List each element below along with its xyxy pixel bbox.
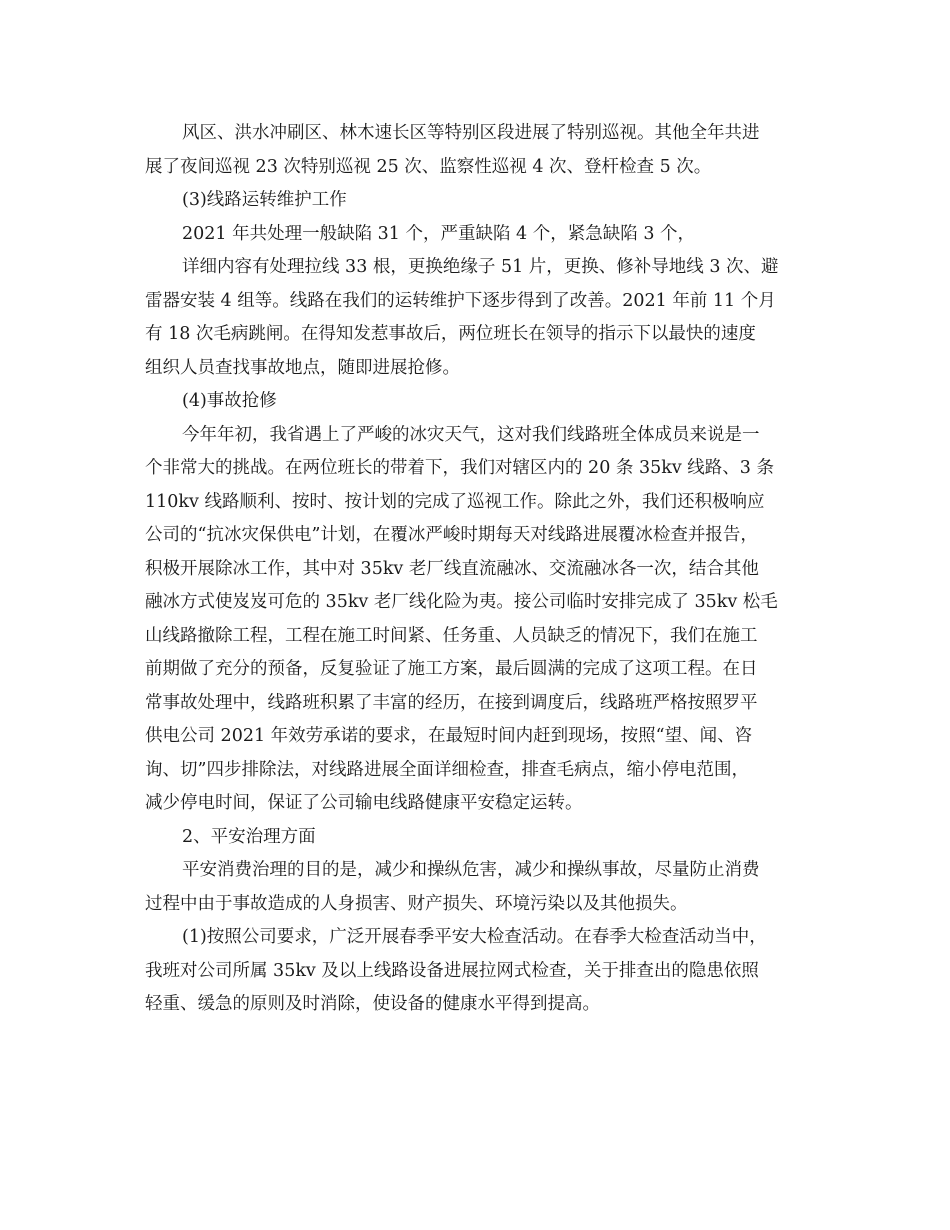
text-line: 详细内容有处理拉线 33 根，更换绝缘子 51 片，更换、修补导地线 3 次、避 bbox=[182, 257, 779, 277]
paragraph bbox=[145, 251, 805, 385]
text-line: 风区、洪水冲刷区、林木速长区等特别区段进展了特别巡视。其他全年共进 bbox=[182, 123, 760, 143]
text-line: 过程中由于事故造成的人身损害、财产损失、环境污染以及其他损失。 bbox=[145, 893, 688, 914]
paragraph bbox=[145, 854, 805, 921]
text-line: 减少停电时间，保证了公司输电线路健康平安稳定运转。 bbox=[145, 793, 583, 813]
text-line: 雷器安装 4 组等。线路在我们的运转维护下逐步得到了改善。2021 年前 11 个月 bbox=[145, 290, 776, 311]
text-line: 前期做了充分的预备，反复验证了施工方案，最后圆满的完成了这项工程。在日 bbox=[145, 659, 758, 679]
text-line: (3)线路运转维护工作 bbox=[182, 190, 347, 210]
text-line: 山线路撤除工程，工程在施工时间紧、任务重、人员缺乏的情况下，我们在施工 bbox=[145, 625, 758, 646]
text-line: 今年年初，我省遇上了严峻的冰灾天气，这对我们线路班全体成员来说是一 bbox=[182, 424, 760, 445]
text-line: (4)事故抢修 bbox=[182, 391, 277, 411]
text-line: 组织人员查找事故地点，随即进展抢修。 bbox=[145, 357, 460, 378]
text-line: (1)按照公司要求，广泛开展春季平安大检查活动。在春季大检查活动当中， bbox=[182, 927, 767, 947]
text-line: 2021 年共处理一般缺陷 31 个，严重缺陷 4 个，紧急缺陷 3 个， bbox=[182, 223, 696, 244]
text-line: 积极开展除冰工作，其中对 35kv 老厂线直流融冰、交流融冰各一次，结合其他 bbox=[145, 558, 759, 579]
text-line: 询、切”四步排除法，对线路进展全面详细检查，排查毛病点，缩小停电范围， bbox=[145, 759, 749, 780]
text-line: 110kv 线路顺利、按时、按计划的完成了巡视工作。除此之外，我们还积极响应 bbox=[145, 491, 765, 512]
document-body bbox=[145, 117, 805, 1022]
text-line: 常事故处理中，线路班积累了丰富的经历，在接到调度后，线路班严格按照罗平 bbox=[145, 692, 758, 713]
paragraph bbox=[145, 419, 805, 821]
section-heading bbox=[145, 821, 805, 855]
section-heading bbox=[145, 184, 805, 218]
text-line: 有 18 次毛病跳闸。在得知发惹事故后，两位班长在领导的指示下以最快的速度 bbox=[145, 324, 756, 344]
section-heading bbox=[145, 385, 805, 419]
text-line: 公司的“抗冰灾保供电”计划，在覆冰严峻时期每天对线路进展覆冰检查并报告， bbox=[145, 525, 758, 545]
text-line: 平安消费治理的目的是，减少和操纵危害，减少和操纵事故，尽量防止消费 bbox=[182, 860, 760, 880]
text-line: 供电公司 2021 年效劳承诺的要求，在最短时间内赶到现场，按照“望、闻、咨 bbox=[145, 726, 753, 746]
text-line: 轻重、缓急的原则及时消除，使设备的健康水平得到提高。 bbox=[145, 994, 600, 1014]
text-line: 我班对公司所属 35kv 及以上线路设备进展拉网式检查，关于排查出的隐患依照 bbox=[145, 960, 759, 981]
paragraph bbox=[145, 218, 805, 252]
paragraph bbox=[145, 117, 805, 184]
text-line: 融冰方式使岌岌可危的 35kv 老厂线化险为夷。接公司临时安排完成了 35kv 松毛 bbox=[145, 592, 778, 612]
paragraph bbox=[145, 921, 805, 1022]
text-line: 个非常大的挑战。在两位班长的带着下，我们对辖区内的 20 条 35kv 线路、3 条 bbox=[145, 458, 774, 478]
text-line: 2、平安治理方面 bbox=[182, 826, 316, 847]
text-line: 展了夜间巡视 23 次特别巡视 25 次、监察性巡视 4 次、登杆检查 5 次。 bbox=[145, 156, 712, 177]
